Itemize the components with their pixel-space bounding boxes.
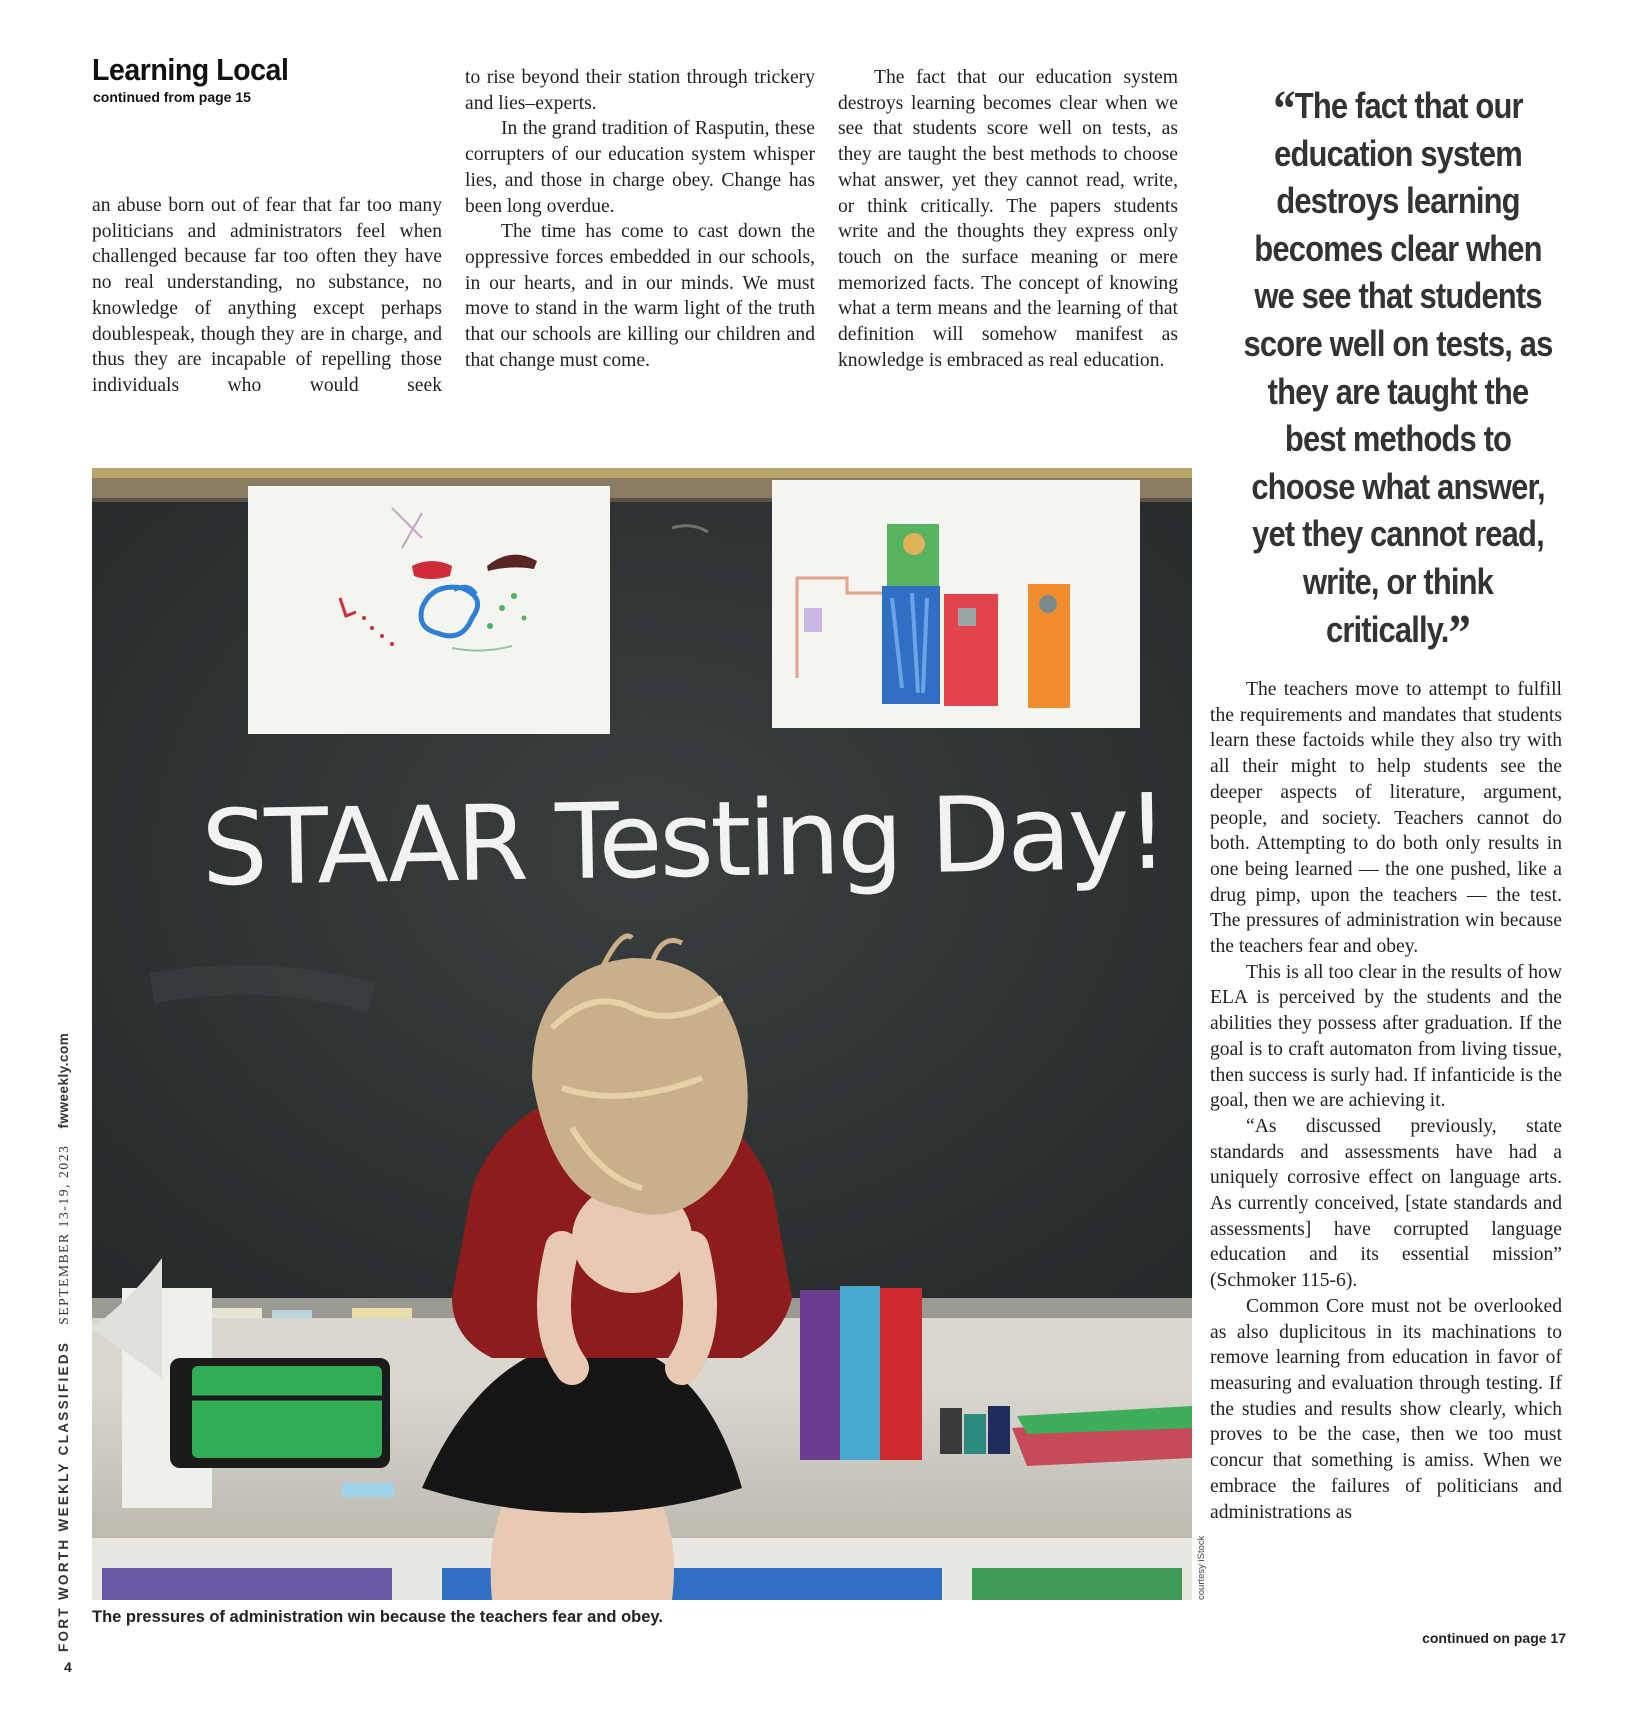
paragraph: to rise beyond their station through trickery and lies–experts. xyxy=(465,67,815,114)
paragraph: The time has come to cast down the oppressive forces embedded in our schools, in our hearts, and in our minds. We must move to stand in the warm light of the truth that our schools are killing our children and that change must come. xyxy=(465,221,815,371)
page-number: 4 xyxy=(64,1659,72,1675)
website: fwweekly.com xyxy=(56,1032,71,1129)
pull-quote xyxy=(1243,81,1553,662)
child-drawing-right xyxy=(772,480,1140,728)
footer-vertical-strip xyxy=(56,892,78,1652)
paragraph: The teachers move to attempt to fulfill the requirements and mandates that students learn these factoids while they also try with all their might to help students see the deeper aspects of literature, argument, people, and society. Teachers cannot do both. Attempting to do both only results in one being learned — the one pushed, like a drug pimp, upon the teachers — the test. The pressures of administration win because the teachers fear and obey. xyxy=(1210,679,1562,958)
article-column-2 xyxy=(465,65,815,373)
photo-caption: The pressures of administration win because the teachers fear and obey. xyxy=(92,1608,663,1626)
continued-on: continued on page 17 xyxy=(1422,1630,1566,1646)
close-quote-mark: ” xyxy=(1448,604,1470,662)
paragraph: In the grand tradition of Rasputin, these corrupters of our education system whisper lies, and those in charge obey. Change has been long overdue. xyxy=(465,118,815,217)
chalk-text: STAAR Testing Day! xyxy=(200,770,1167,910)
paragraph: “As discussed previously, state standards and assessments have had a uniquely corrosive effect on language arts. As currently conceived, [state standards and assessments] have corrupted language education and its essential mission” (Schmoker 115-6). xyxy=(1210,1115,1562,1292)
article-column-1 xyxy=(92,193,442,399)
open-quote-mark: “ xyxy=(1273,81,1295,138)
article-column-3 xyxy=(838,65,1178,373)
paragraph: The fact that our education system destroys learning becomes clear when we see that students score well on tests, as they are taught the best methods to choose what answer, yet they cannot read, write, or think critically. The papers students write and the thoughts they express only touch on the surface meaning or mere memorized facts. The concept of knowing what a term means and the learning of that definition will somehow manifest as knowledge is embraced as real education. xyxy=(838,67,1178,371)
classroom-illustration xyxy=(92,468,1192,1600)
article-photo xyxy=(92,468,1192,1600)
issue-date: SEPTEMBER 13-19, 2023 xyxy=(56,1144,71,1325)
paragraph: This is all too clear in the results of how ELA is perceived by the students and the abilities they possess after graduation. If the goal is to craft automaton from living tissue, then success is surly had. If infanticide is the goal, then we are achieving it. xyxy=(1210,961,1562,1112)
pull-quote-text: The fact that our education system destroys learning becomes clear when we see that students score well on tests, as they are taught the best methods to choose what answer, yet they cannot read, write, or think critically. xyxy=(1243,85,1553,650)
continued-from: continued from page 15 xyxy=(93,89,251,105)
publication-name: FORT WORTH WEEKLY CLASSIFIEDS xyxy=(56,1340,71,1652)
child-drawing-left xyxy=(248,486,610,734)
paragraph: Common Core must not be overlooked as also duplicitous in its machinations to remove learning from education in favor of measuring and evaluation through testing. If the studies and results show clearly, which proves to be the case, then we too must concur that something is amiss. When we embrace the failures of politicians and administrations as xyxy=(1210,1295,1562,1523)
paragraph: an abuse born out of fear that far too many politicians and administrators feel when challenged because far too often they have no real understanding, no substance, no knowledge of anything except perhaps doublespeak, though they are in charge, and thus they are incapable of repelling those individuals who would seek xyxy=(92,195,442,396)
article-column-4 xyxy=(1210,677,1562,1525)
photo-credit: courtesy iStock xyxy=(1196,1535,1207,1600)
section-title: Learning Local xyxy=(92,52,289,87)
